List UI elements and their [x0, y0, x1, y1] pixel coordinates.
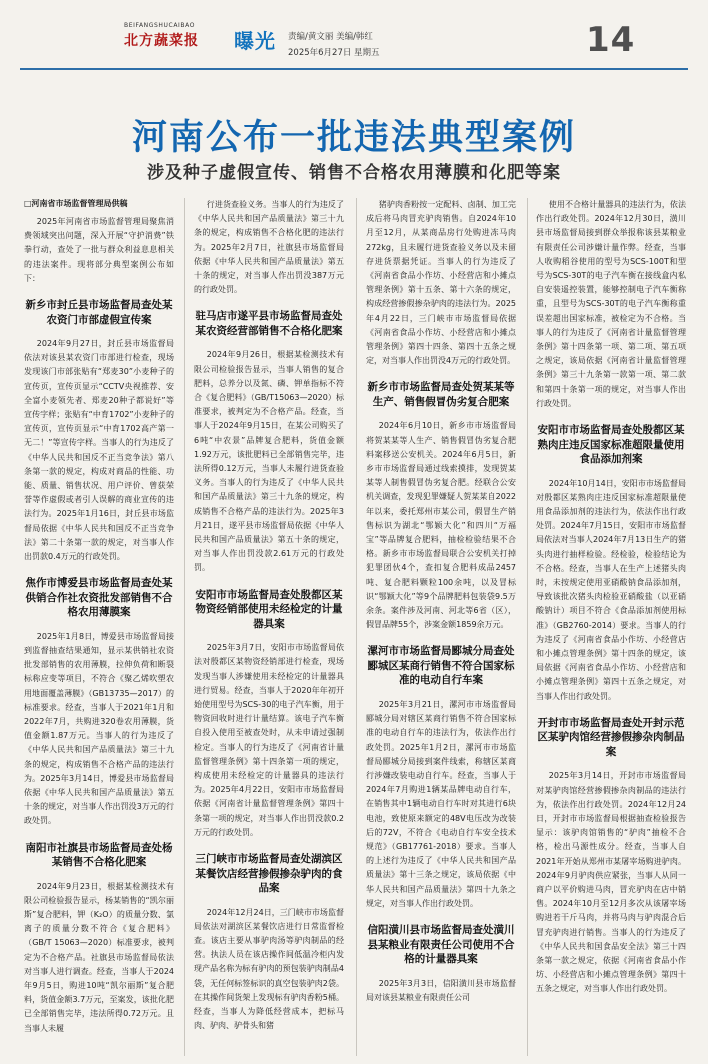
header-rule [20, 68, 688, 70]
case-heading: 南阳市社旗县市场监督局查处杨某销售不合格化肥案 [25, 841, 173, 869]
case-heading: 漯河市市场监督局郾城分局查处郾城区某商行销售不符合国家标准的电动自行车案 [367, 645, 515, 687]
case-paragraph: 2024年9月23日，根据某检测技术有限公司检验报告显示，杨某销售的“凯尔丽斯”复合肥料，钾（K₂O）的质量分数、氯离子的质量分数不符合《复合肥料》（GB/T 15063—2020）标准要求，被判定为不合格产品。社旗县市场监督局依法对当事人进行调查。经查，当事人于2024年9月5日，购进10吨“凯尔丽斯”复合肥料，货值金额3.7万元，至案发，该批化肥已全部销售完毕，违法所得0.72万元。且当事人未履 [24, 881, 174, 1033]
article-column-1 [24, 198, 174, 1058]
case-heading: 安阳市市场监督局查处殷都区某熟肉庄违反国家标准超限量使用食品添加剂案 [537, 424, 685, 466]
page-number: 14 [586, 20, 636, 60]
case-paragraph: 2024年6月10日，新乡市市场监督局将贺某某等人生产、销售假冒伪劣复合肥料案移送公安机关。2024年6月5日，新乡市市场监督局通过线索摸排，发现贺某某等人制售假冒伪劣复合肥。经联合公安机关调查，发现犯罪嫌疑人贺某某自2022年以来，委托郑州市某公司，假冒生产销售标识为湖北“鄂颖大化”和四川“万福宝”等品牌复合肥料，抽检检验结果不合格。新乡市市场监督局联合公安机关打掉犯罪团伙4个，查扣复合肥料成品2457吨、复合肥料颗粒100余吨，以及冒标识“鄂颖大化”等9个品牌肥料包装袋9.5万余条。案件涉及河南、河北等6省（区），假冒品牌55个，涉案金额1859余万元。 [366, 421, 516, 630]
case-paragraph: 2025年1月8日，博爱县市场监督局接到监督抽查结果通知，显示某供销社农资批发部销售的农用薄膜，拉伸负荷和断裂标称应变等项目，不符合《聚乙烯吹塑农用地面覆盖薄膜》（GB13735—2017）的标准要求。经查，当事人于2021年1月和2022年7月，共购进320卷农用薄膜，货值金额1.87万元。当事人的行为违反了《中华人民共和国产品质量法》第三十九条的规定，构成销售不合格产品的违法行为。2025年3月14日，博爱县市场监督局依据《中华人民共和国产品质量法》第五十条的规定，对当事人作出罚没3万元的行政处罚。 [24, 631, 174, 826]
case-paragraph: 2025年3月14日，开封市市场监督局对某驴肉馆经营掺假掺杂肉制品的违法行为，依法作出行政处罚。2024年12月24日，开封市市场监督局根据抽查检验报告显示：该驴肉馆销售的“驴肉”抽检不合格，检出马源性成分。经查，当事人自2021年开始从郑州市某屠宰场购进驴肉。2024年9月驴肉供应紧张，当事人从同一商户以平价购进马肉，冒充驴肉在店中销售。2024年10月至12月多次从该屠宰场购进若干斤马肉，并将马肉与驴肉混合后冒充驴肉进行销售。当事人的行为违反了《中华人民共和国食品安全法》第三十四条第一款之规定，依据《河南省食品小作坊、小经营店和小摊点管理条例》第四十五条之规定，对当事人作出行政处罚。 [536, 771, 686, 994]
column-divider [184, 198, 185, 1056]
article-byline: □河南省市场监督管理局供稿 [24, 199, 128, 208]
case-heading: 新乡市封丘县市场监督局查处某农资门市部虚假宣传案 [25, 299, 173, 326]
case-paragraph: 2025年3月7日，安阳市市场监督局依法对殷都区某物资经销部进行检查，现场发现当事人涉嫌使用未经检定的计量器具进行贸易。经查，当事人于2020年年初开始使用型号为SCS-30的电子汽车衡，用于物资回收时进行计量结算。该电子汽车衡自投入使用至被查处时，从未申请过强制检定。当事人的行为违反了《河南省计量监督管理条例》第十四条第一项的规定，构成使用未经检定的计量器具的违法行为。2025年4月22日，安阳市市场监督局依据《河南省计量监督管理条例》第四十条第一项的规定，对当事人作出罚没款0.2万元的行政处罚。 [194, 643, 344, 837]
case-paragraph: 2025年3月21日，漯河市市场监督局郾城分局对辖区某商行销售不符合国家标准的电动自行车的违法行为，依法作出行政处罚。2025年1月2日，漯河市市场监督局郾城分局接到案件线索，称辖区某商行涉嫌改装电动自行车。经查，当事人于2024年7月购进1辆某品牌电动自行车，在销售其中1辆电动自行车时对其进行6块电池，致使原来额定的48V电压改为改装后的72V，不符合《电动自行车安全技术规范》（GB17761-2018）要求。当事人的上述行为违反了《中华人民共和国产品质量法》第十三条之规定，该局依据《中华人民共和国产品质量法》第四十九条之规定，对当事人作出行政处罚。 [366, 699, 516, 908]
case-heading: 三门峡市市场监督局查处湖滨区某餐饮店经营掺假掺杂驴肉的食品案 [195, 853, 343, 895]
case-heading: 信阳潢川县市场监督局查处潢川县某粮业有限责任公司使用不合格的计量器具案 [367, 924, 515, 966]
case-paragraph: 2024年12月24日，三门峡市市场监督局依法对湖滨区某餐饮店进行日常监督检查。该店主要从事驴肉汤等驴肉制品的经营。执法人员在该店操作间低温冷柜内发现产品名称为标有驴肉的预包装驴肉制品4袋，无任何标签标识的真空包装驴肉2袋。在其操作间货架上发现标有驴肉香粉5桶。经查，当事人为降低经营成本，把标马肉、驴肉、驴骨头和猪 [194, 907, 344, 1031]
case-heading: 焦作市博爱县市场监督局查处某供销合作社农资批发部销售不合格农用薄膜案 [25, 577, 173, 619]
case-heading: 开封市市场监督局查处开封示范区某驴肉馆经营掺假掺杂肉制品案 [537, 716, 685, 758]
masthead [0, 0, 708, 72]
newspaper-logo [124, 22, 230, 50]
logo-wordmark: 北方蔬菜报 [124, 33, 199, 49]
case-paragraph: 2024年9月27日，封丘县市场监督局依法对该县某农资门市部进行检查，现场发现该门市部张贴有“郑麦30”小麦种子的宣传页，宣传页显示“CCTV央视推荐、安全富小麦领先者、郑麦20种子都说好”等宣传字样；张贴有“中育1702”小麦种子的宣传页，宣传页显示“中育1702高产第一无二！”等宣传字样。当事人的行为违反了《中华人民共和国反不正当竞争法》第八条第一款的规定，构成对商品的性能、功能、质量、销售状况、用户评价、曾获荣誉等作虚假或者引人误解的商业宣传的违法行为。2025年1月16日，封丘县市场监督局依据《中华人民共和国反不正当竞争法》第二十条第一款的规定，对当事人作出罚款0.4万元的行政处罚。 [24, 339, 174, 562]
headline: 河南公布一批违法典型案例 [131, 118, 576, 158]
case-paragraph: 猪驴肉香粉按一定配料、卤制、加工完成后将马肉冒充驴肉销售。自2024年10月至12月，从某商品房行处购进冻马肉272kg，且未履行进货查验义务以及未留存进货票据凭证。当事人的行为违反了《河南省食品小作坊、小经营店和小摊点管理条例》第十五条、第十六条的规定，构成经营掺假掺杂驴肉的违法行为。2025年4月22日，三门峡市市场监督局依据《河南省食品小作坊、小经营店和小摊点管理条例》第四十四条、第四十五条之规定，对当事人作出罚没4万元的行政处罚。 [366, 200, 516, 366]
publication-date: 2025年6月27日 星期五 [288, 48, 380, 58]
case-paragraph: 使用不合格计量器具的违法行为，依法作出行政处罚。2024年12月30日，潢川县市场监督局接到群众举报称该县某粮业有限责任公司涉嫌计量作弊。经查，当事人收购稻谷使用的型号为SCS-100T和型号为SCS-30T的电子汽车衡在接线盒内私自安装遥控装置，能够控制电子汽车衡称重，且型号为SCS-30T的电子汽车衡称重误差超出国家标准，被检定为不合格。当事人的行为违反了《河南省计量监督管理条例》第十四条第一项、第二项、第五项之规定，该局依据《河南省计量监督管理条例》第三十九条第一款第一项、第二款和第四十条第一项的规定，对当事人作出行政处罚。 [536, 200, 686, 408]
article-column-3 [366, 198, 516, 1058]
article-column-2 [194, 198, 344, 1058]
case-paragraph: 2024年10月14日，安阳市市场监督局对殷都区某熟肉庄违反国家标准超限量使用食品添加剂的违法行为，依法作出行政处罚。2024年7月15日，安阳市市场监督局依法对当事人2024年7月13日生产的猪头肉进行抽样检验。经检验，检验结论为不合格。经查，当事人在生产上述猪头肉时，未按规定使用亚硝酸钠食品添加剂，导致该批次猪头肉检验亚硝酸盐（以亚硝酸钠计）项目不符合《食品添加剂使用标准》（GB2760-2014）要求。当事人的行为违反了《河南省食品小作坊、小经营店和小摊点管理条例》第十四条的规定，该局依据《河南省食品小作坊、小经营店和小摊点管理条例》第四十五条之规定，对当事人作出行政处罚。 [536, 478, 686, 701]
case-paragraph: 行进货查验义务。当事人的行为违反了《中华人民共和国产品质量法》第三十九条的规定，构成销售不合格化肥的违法行为。2025年2月7日，社旗县市场监督局依据《中华人民共和国产品质量法》第五十条的规定，对当事人作出罚没387万元的行政处罚。 [194, 200, 344, 295]
article-column-4 [536, 198, 686, 1058]
case-heading: 安阳市市场监督局查处殷都区某物资经销部使用未经检定的计量器具案 [195, 588, 343, 630]
logo-pinyin: BEIFANGSHUCAIBAO [124, 22, 196, 29]
subheadline: 涉及种子虚假宣传、销售不合格农用薄膜和化肥等案 [147, 163, 561, 183]
column-divider [356, 198, 357, 1056]
section-name: 曝光 [234, 29, 276, 53]
case-heading: 新乡市市场监督局查处贺某某等生产、销售假冒伪劣复合肥案 [367, 381, 515, 408]
editor-credits: 责编/黄文丽 美编/韩红 [288, 32, 373, 42]
case-paragraph: 2025年3月3日，信阳潢川县市场监督局对该县某粮业有限责任公司 [366, 978, 516, 1002]
case-paragraph: 2024年9月26日，根据某检测技术有限公司检验报告显示，当事人销售的复合肥料，总养分以及氮、磷、钾单指标不符合《复合肥料》（GB/T15063—2020）标准要求，被判定为不合格产品。经查，当事人于2024年9月15日，在某公司购买了6吨“中农景”品牌复合肥料，货值金额1.92万元，该批肥料已全部销售完毕，违法所得0.12万元，当事人未履行进货查验义务。当事人的行为违反了《中华人民共和国产品质量法》第三十九条的规定，构成销售不合格产品的违法行为。2025年3月21日，遂平县市场监督局依据《中华人民共和国产品质量法》第五十条的规定，对当事人作出罚没款2.61万元的行政处罚。 [194, 350, 344, 573]
case-paragraph: 2025年河南省市场监督管理局聚焦消费领域突出问题，深入开展“守护消费”铁拳行动，查处了一批与群众利益息息相关的违法案件。现将部分典型案例公布如下： [24, 217, 174, 283]
column-divider [527, 198, 528, 1056]
case-heading: 驻马店市遂平县市场监督局查处某农资经营部销售不合格化肥案 [195, 310, 343, 337]
